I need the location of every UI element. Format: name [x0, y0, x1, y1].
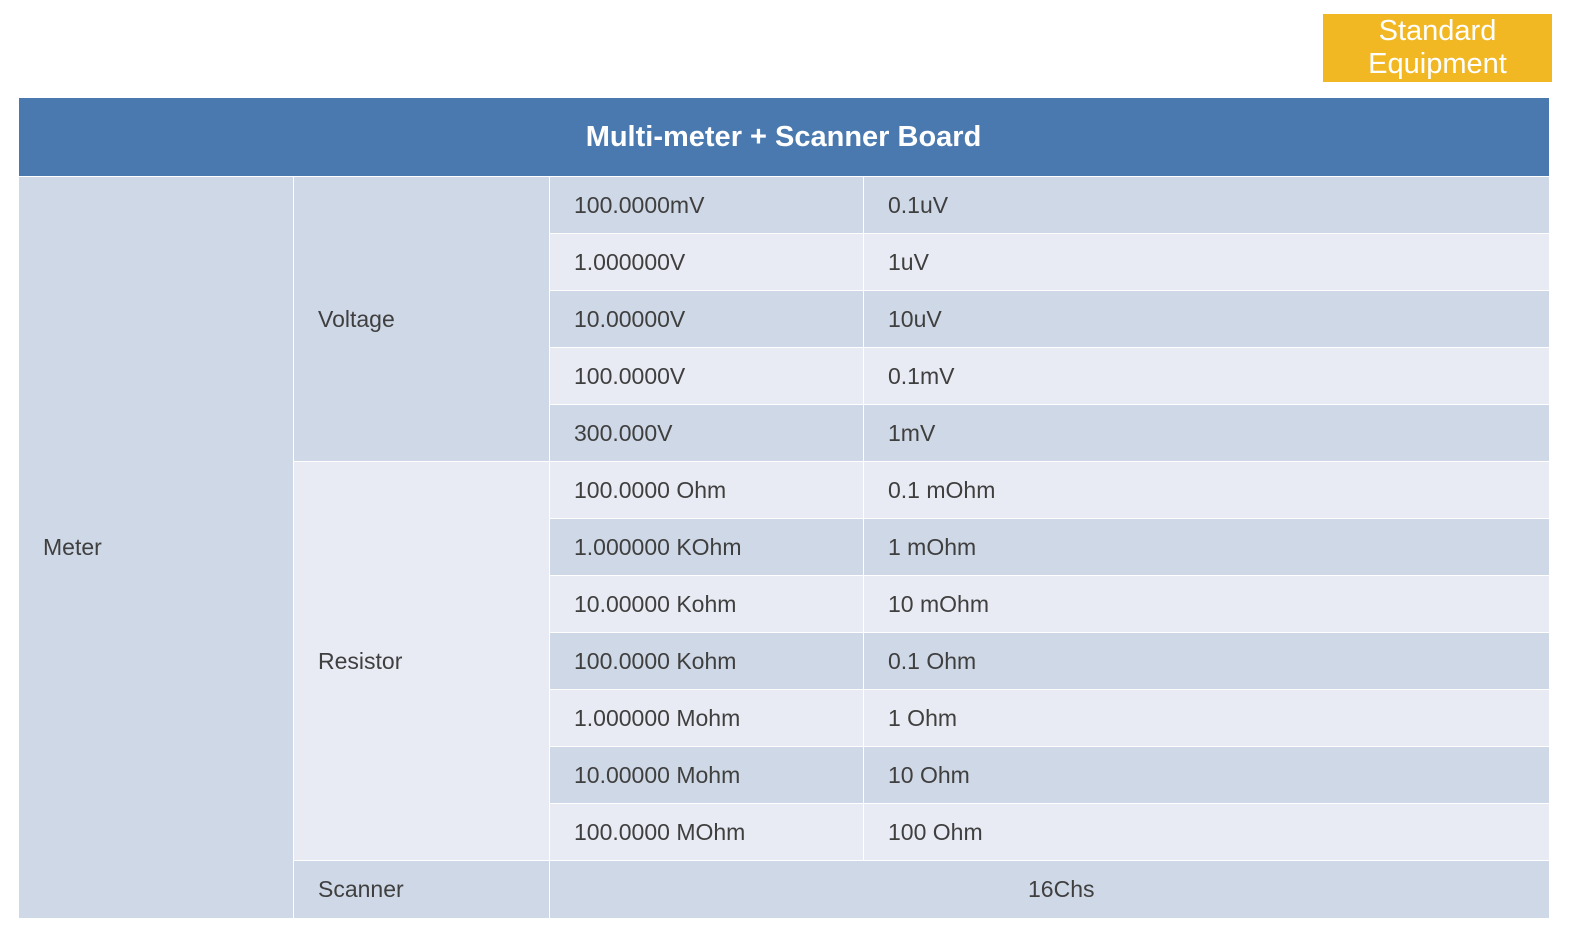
table-row [19, 177, 1549, 234]
badge-line-1: Standard [1378, 15, 1497, 47]
range-cell: 10.00000 Kohm [550, 576, 864, 633]
badge-line-2: Equipment [1368, 48, 1507, 80]
range-cell: 1.000000V [550, 234, 864, 291]
resolution-cell: 1 Ohm [864, 690, 1549, 747]
section-cell-resistor: Resistor [294, 462, 550, 861]
range-cell: 100.0000V [550, 348, 864, 405]
resolution-cell: 1mV [864, 405, 1549, 462]
spec-table [18, 98, 1549, 918]
resolution-cell: 10 Ohm [864, 747, 1549, 804]
scanner-value-cell: 16Chs [550, 861, 1549, 918]
resolution-cell: 0.1uV [864, 177, 1549, 234]
group-cell-meter: Meter [19, 177, 294, 918]
section-cell-scanner: Scanner [294, 861, 550, 918]
range-cell: 100.0000 Kohm [550, 633, 864, 690]
resolution-cell: 0.1mV [864, 348, 1549, 405]
range-cell: 100.0000mV [550, 177, 864, 234]
resolution-cell: 100 Ohm [864, 804, 1549, 861]
table-title: Multi-meter + Scanner Board [19, 98, 1549, 177]
range-cell: 1.000000 KOhm [550, 519, 864, 576]
resolution-cell: 0.1 mOhm [864, 462, 1549, 519]
resolution-cell: 0.1 Ohm [864, 633, 1549, 690]
range-cell: 10.00000 Mohm [550, 747, 864, 804]
range-cell: 100.0000 Ohm [550, 462, 864, 519]
table-header-row [19, 98, 1549, 177]
section-cell-voltage: Voltage [294, 177, 550, 462]
range-cell: 100.0000 MOhm [550, 804, 864, 861]
resolution-cell: 10 mOhm [864, 576, 1549, 633]
range-cell: 300.000V [550, 405, 864, 462]
range-cell: 1.000000 Mohm [550, 690, 864, 747]
resolution-cell: 1 mOhm [864, 519, 1549, 576]
range-cell: 10.00000V [550, 291, 864, 348]
resolution-cell: 1uV [864, 234, 1549, 291]
standard-equipment-badge [1323, 14, 1552, 82]
resolution-cell: 10uV [864, 291, 1549, 348]
